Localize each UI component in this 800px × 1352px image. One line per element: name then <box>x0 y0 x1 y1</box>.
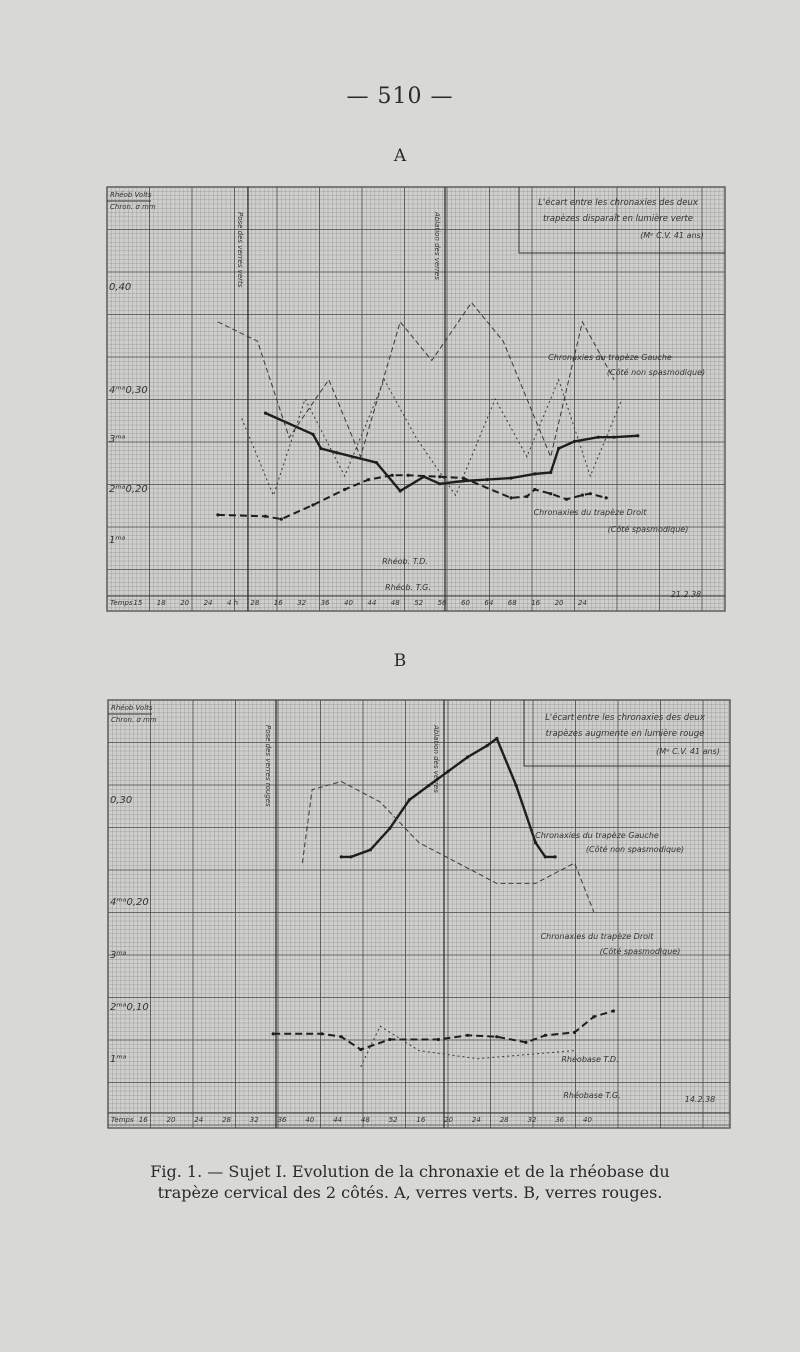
panel-letter-b: B <box>393 651 407 671</box>
data-point-b-0-0 <box>340 855 343 858</box>
annotation-b-1: (Mᵉ C.V. 41 ans) <box>656 747 720 756</box>
annotation-a-5: (Côté spasmodique) <box>607 525 689 534</box>
data-point-a-0-10 <box>510 477 513 480</box>
x-tick-label-a-1: 15 <box>133 599 143 607</box>
x-tick-label-a-2: 18 <box>156 599 166 607</box>
annotation-line-a-0: L'écart entre les chronaxies des deux <box>538 198 698 208</box>
data-point-b-0-8 <box>485 744 488 747</box>
data-point-b-0-12 <box>544 855 547 858</box>
x-tick-label-b-6: 36 <box>277 1116 287 1124</box>
x-tick-label-b-14: 28 <box>499 1116 509 1124</box>
header-label-chron-b: Chron. σ mm <box>111 716 157 724</box>
data-point-a-1-7 <box>407 474 410 477</box>
data-point-a-0-15 <box>597 436 600 439</box>
x-tick-label-a-10: 40 <box>344 599 353 607</box>
data-point-a-1-5 <box>367 478 370 481</box>
data-point-a-1-1 <box>264 515 267 518</box>
data-point-a-0-0 <box>264 412 267 415</box>
x-tick-label-a-19: 20 <box>554 599 564 607</box>
annotation-a-4: Chronaxies du trapèze Droit <box>533 508 647 517</box>
data-point-a-0-4 <box>375 461 378 464</box>
y-tick-label-b-2: 3ᵐᵃ <box>110 950 127 961</box>
data-point-a-1-16 <box>589 492 592 495</box>
data-point-b-0-7 <box>466 756 469 759</box>
annotation-a-1: (Mᵉ C.V. 41 ans) <box>640 231 704 240</box>
data-point-b-1-6 <box>466 1034 469 1037</box>
data-point-a-1-14 <box>565 498 568 501</box>
data-point-b-1-11 <box>592 1015 595 1018</box>
annotation-b-4: Chronaxies du trapèze Droit <box>540 932 654 941</box>
y-tick-label-b-4: 1ᵐᵃ <box>110 1054 127 1065</box>
data-point-b-0-9 <box>495 737 498 740</box>
x-tick-label-a-20: 24 <box>578 599 587 607</box>
data-point-a-0-11 <box>533 472 536 475</box>
data-point-a-1-13 <box>549 492 552 495</box>
data-point-a-0-2 <box>319 447 322 450</box>
x-tick-label-b-7: 40 <box>305 1116 315 1124</box>
vertical-marker-label-a-1: Ablation des verres <box>433 212 441 280</box>
page-number: — 510 — <box>346 84 454 109</box>
data-point-a-0-12 <box>549 471 552 474</box>
x-tick-label-a-3: 20 <box>180 599 190 607</box>
x-tick-label-b-3: 24 <box>194 1116 204 1124</box>
x-tick-label-b-5: 32 <box>249 1116 259 1124</box>
annotation-b-2: Chronaxies du trapèze Gauche <box>535 831 659 840</box>
data-point-a-1-11 <box>525 495 528 498</box>
data-point-b-0-3 <box>388 827 391 830</box>
x-tick-label-a-11: 44 <box>367 599 377 607</box>
header-label-rheob-a: Rhéob Volts <box>110 191 152 199</box>
x-tick-label-a-13: 52 <box>414 599 424 607</box>
data-point-a-0-13 <box>557 447 560 450</box>
x-tick-label-a-17: 68 <box>507 599 517 607</box>
annotation-line-b-0: L'écart entre les chronaxies des deux <box>545 713 705 723</box>
x-tick-label-b-9: 48 <box>360 1116 370 1124</box>
x-tick-label-a-5: 4 h <box>227 599 239 607</box>
y-tick-label-a-2: 3ᵐᵃ <box>109 434 126 445</box>
data-point-a-0-3 <box>335 451 338 454</box>
x-tick-label-b-10: 52 <box>388 1116 398 1124</box>
annotation-b-3: (Côté non spasmodique) <box>585 845 685 854</box>
data-point-a-1-4 <box>343 488 346 491</box>
x-tick-label-b-0: Temps <box>111 1116 134 1124</box>
x-tick-label-a-16: 64 <box>484 599 494 607</box>
data-point-b-0-1 <box>349 855 352 858</box>
annotation-a-6: Rhéob. T.D. <box>382 557 428 566</box>
x-tick-label-a-6: 28 <box>250 599 260 607</box>
annotation-b-6: Rhéobase T.D. <box>561 1055 619 1064</box>
data-point-b-0-11 <box>534 841 537 844</box>
data-point-b-1-2 <box>340 1035 343 1038</box>
data-point-a-1-15 <box>581 494 584 497</box>
x-tick-label-a-8: 32 <box>297 599 307 607</box>
data-point-b-1-12 <box>612 1009 615 1012</box>
data-point-b-1-9 <box>544 1034 547 1037</box>
x-tick-label-b-12: 20 <box>444 1116 454 1124</box>
data-point-b-0-2 <box>369 848 372 851</box>
data-point-b-0-13 <box>554 855 557 858</box>
plot-area-b <box>108 700 730 1128</box>
y-tick-label-a-0: 0,40 <box>109 282 132 293</box>
x-tick-label-a-7: 16 <box>273 599 283 607</box>
data-point-b-0-4 <box>408 798 411 801</box>
y-tick-label-b-0: 0,30 <box>110 795 133 806</box>
data-point-a-1-12 <box>533 488 536 491</box>
y-tick-label-b-3: 2ᵐᵃ0,10 <box>110 1002 149 1013</box>
data-point-a-1-3 <box>311 503 314 506</box>
data-point-b-1-5 <box>437 1038 440 1041</box>
x-tick-label-b-16: 36 <box>555 1116 565 1124</box>
annotation-line-a-1: trapèzes disparaît en lumière verte <box>542 214 694 224</box>
y-tick-label-a-4: 1ᵐᵃ <box>109 535 126 546</box>
data-point-b-1-0 <box>272 1032 275 1035</box>
data-point-a-0-5 <box>399 489 402 492</box>
annotation-a-2: Chronaxies du trapèze Gauche <box>548 353 672 362</box>
plot-area-a <box>107 187 725 611</box>
annotation-a-8: 21.2.38 <box>670 590 702 599</box>
annotation-a-7: Rhéob. T.G. <box>385 583 431 592</box>
x-tick-label-a-14: 56 <box>437 599 447 607</box>
x-tick-label-b-15: 32 <box>527 1116 537 1124</box>
data-point-a-0-8 <box>462 479 465 482</box>
x-tick-label-b-2: 20 <box>166 1116 176 1124</box>
annotation-line-b-1: trapèzes augmente en lumière rouge <box>545 729 705 739</box>
data-point-a-0-17 <box>636 434 639 437</box>
x-tick-label-a-12: 48 <box>390 599 400 607</box>
data-point-b-1-4 <box>388 1038 391 1041</box>
data-point-a-1-0 <box>216 513 219 516</box>
x-tick-label-b-1: 16 <box>138 1116 148 1124</box>
y-tick-label-a-3: 2ᵐᵃ0,20 <box>109 484 148 495</box>
annotation-a-3: (Côté non spasmodique) <box>606 368 706 377</box>
data-point-a-0-1 <box>311 433 314 436</box>
x-tick-label-b-11: 16 <box>416 1116 426 1124</box>
data-point-a-1-6 <box>391 474 394 477</box>
data-point-b-1-10 <box>573 1031 576 1034</box>
x-tick-label-a-18: 16 <box>531 599 541 607</box>
x-tick-label-a-0: Temps <box>110 599 133 607</box>
panel-letter-a: A <box>393 146 407 166</box>
data-point-b-1-7 <box>495 1035 498 1038</box>
x-tick-label-b-4: 28 <box>222 1116 232 1124</box>
data-point-a-0-7 <box>438 482 441 485</box>
vertical-marker-label-a-0: Pose des verres verts <box>236 212 244 288</box>
data-point-b-0-10 <box>515 784 518 787</box>
y-tick-label-a-1: 4ᵐᵃ0,30 <box>109 385 148 396</box>
header-label-chron-a: Chron. σ mm <box>110 203 156 211</box>
x-tick-label-a-15: 60 <box>461 599 470 607</box>
annotation-b-8: 14.2.38 <box>684 1095 716 1104</box>
data-point-a-0-16 <box>613 436 616 439</box>
x-tick-label-b-17: 40 <box>583 1116 592 1124</box>
data-point-b-1-1 <box>320 1032 323 1035</box>
data-point-a-1-17 <box>605 496 608 499</box>
annotation-b-7: Rhéobase T.G. <box>563 1091 621 1100</box>
data-point-b-0-6 <box>447 770 450 773</box>
data-point-a-1-8 <box>438 475 441 478</box>
data-point-b-1-3 <box>359 1048 362 1051</box>
y-tick-label-b-1: 4ᵐᵃ0,20 <box>110 897 149 908</box>
data-point-a-1-2 <box>280 518 283 521</box>
data-point-b-1-8 <box>524 1041 527 1044</box>
x-tick-label-a-4: 24 <box>203 599 213 607</box>
x-tick-label-b-8: 44 <box>333 1116 343 1124</box>
figure-caption: Fig. 1. — Sujet I. Evolution de la chronaxie et de la rhéobase du trapèze cervical des 2 côtés. A, verres verts. B, verres rouges. <box>150 1162 670 1202</box>
data-point-a-0-9 <box>486 478 489 481</box>
x-tick-label-a-9: 36 <box>320 599 330 607</box>
annotation-b-5: (Côté spasmodique) <box>599 947 681 956</box>
x-tick-label-b-13: 24 <box>471 1116 481 1124</box>
data-point-b-0-5 <box>427 784 430 787</box>
data-point-a-1-10 <box>510 496 513 499</box>
vertical-marker-label-b-1: Ablation des verres <box>432 725 440 793</box>
header-label-rheob-b: Rhéob Volts <box>111 704 153 712</box>
data-point-a-0-14 <box>573 440 576 443</box>
vertical-marker-label-b-0: Pose des verres rouges <box>264 725 272 807</box>
